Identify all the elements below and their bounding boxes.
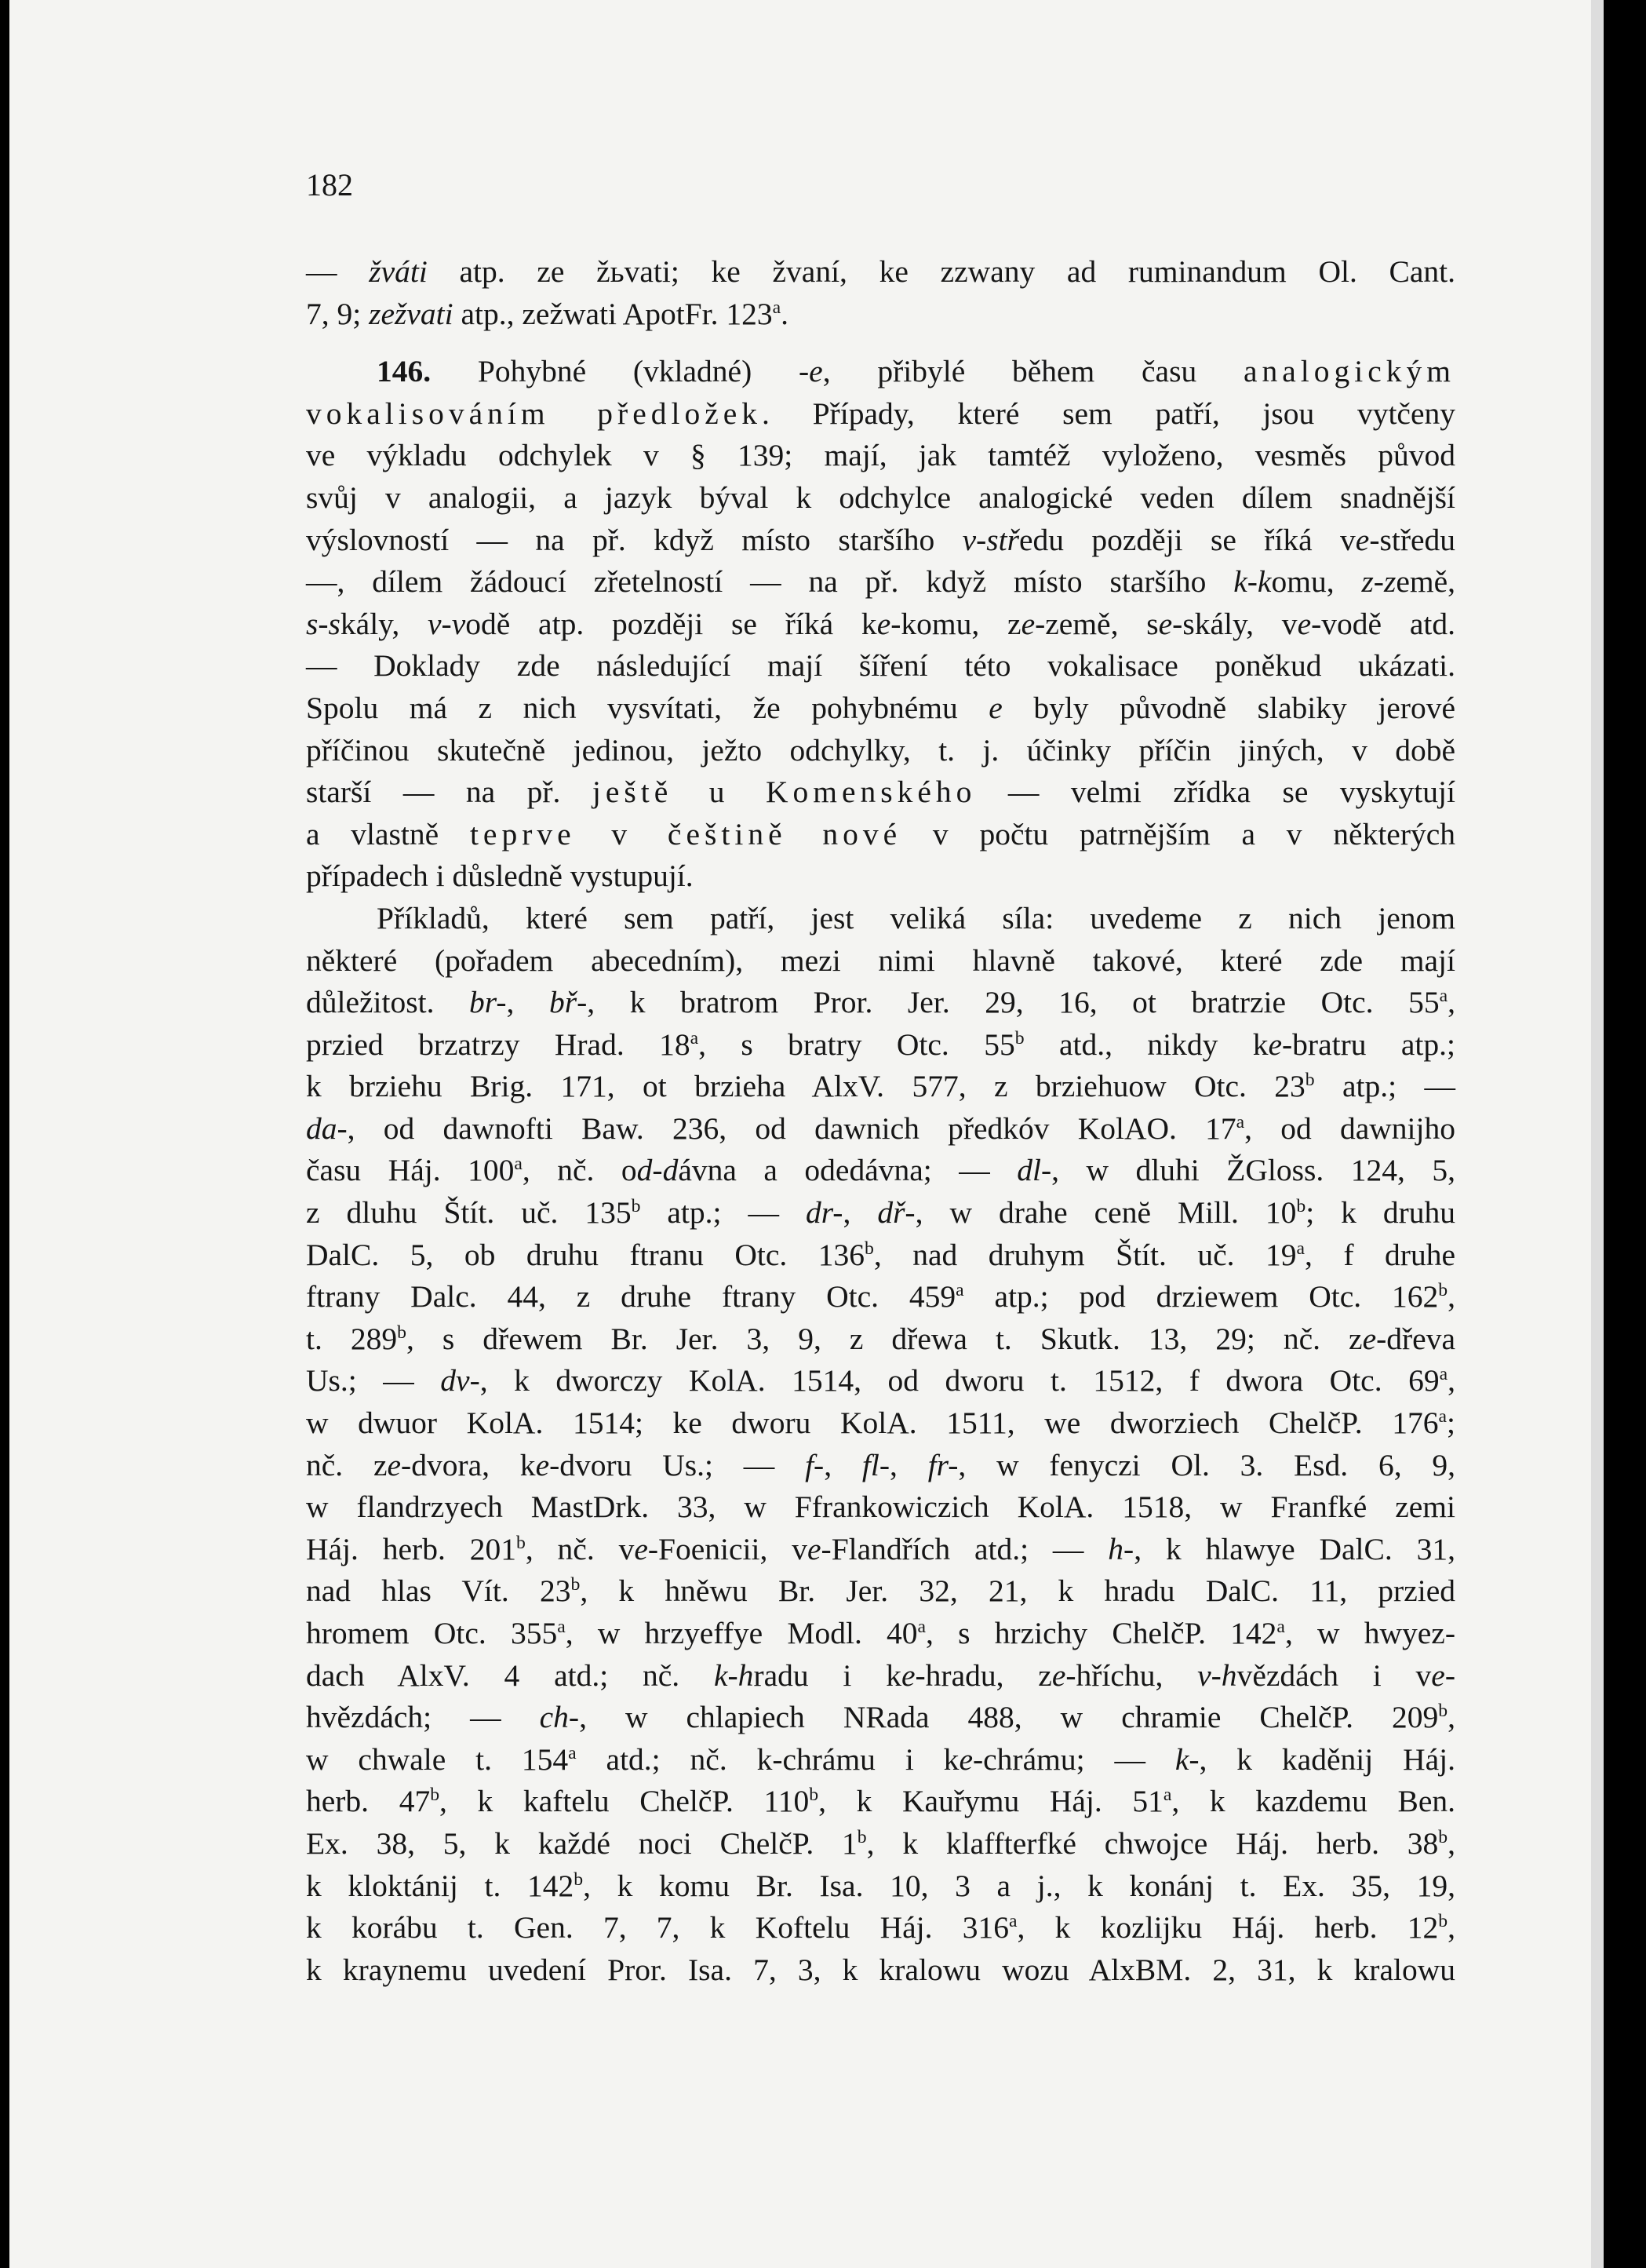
text-line: důležitost. br-, bř-, k bratrom Pror. Jer. 29, 16, ot bratrzie Otc. 55$^a$, bbox=[306, 985, 1455, 1020]
text-line: Us.; — dv-, k dworczy KolA. 1514, od dworu t. 1512, f dwora Otc. 69$^a$, bbox=[306, 1363, 1455, 1398]
paragraph-gap bbox=[306, 335, 1455, 351]
text-line: herb. 47$^b$, k kaftelu ChelčP. 110$^b$, k Kauřymu Háj. 51$^a$, k kazdemu Ben. bbox=[306, 1784, 1455, 1819]
text-line: — Doklady zde následující mají šíření této vokalisace poněkud ukázati. bbox=[306, 648, 1455, 684]
page-number: 182 bbox=[306, 167, 353, 202]
text-line: ftrany Dalc. 44, z druhe ftrany Otc. 459$^a$ atp.; pod drziewem Otc. 162$^b$, bbox=[306, 1279, 1455, 1314]
text-line: a vlastně teprve v češtině nové v počtu patrnějším a v některých bbox=[306, 816, 1456, 851]
text-line: 7, 9; zežvati atp., zežwati ApotFr. 123$^a$. bbox=[306, 296, 789, 331]
page-body bbox=[306, 251, 1455, 1991]
text-line: případech i důsledně vystupují. bbox=[306, 859, 694, 894]
text-line: w chwale t. 154$^a$ atd.; nč. k-chrámu i ke-chrámu; — k-, k kaděnij Háj. bbox=[306, 1741, 1455, 1777]
text-line: w flandrzyech MastDrk. 33, w Ffrankowiczich KolA. 1518, w Franfké zemi bbox=[306, 1490, 1455, 1525]
text-line: nad hlas Vít. 23$^b$, k hněwu Br. Jer. 32, 21, k hradu DalC. 11, przied bbox=[306, 1573, 1456, 1609]
text-line: hromem Otc. 355$^a$, w hrzyeffye Modl. 40$^a$, s hrzichy ChelčP. 142$^a$, w hwyez- bbox=[306, 1616, 1455, 1650]
text-line: vokalisováním předložek. Případy, které sem patří, jsou vytčeny bbox=[306, 396, 1455, 431]
text-line: s-skály, v-vodě atp. později se říká ke-komu, ze-země, se-skály, ve-vodě atd. bbox=[306, 606, 1455, 641]
text-line: k korábu t. Gen. 7, 7, k Koftelu Háj. 316$^a$, k kozlijku Háj. herb. 12$^b$, bbox=[306, 1910, 1455, 1945]
text-line: przied brzatrzy Hrad. 18$^a$, s bratry Otc. 55$^b$ atd., nikdy ke-bratru atp.; bbox=[306, 1026, 1456, 1062]
text-line: Ex. 38, 5, k každé noci ChelčP. 1$^b$, k klaffterfké chwojce Háj. herb. 38$^b$, bbox=[306, 1825, 1455, 1861]
text-line: w dwuor KolA. 1514; ke dworu KolA. 1511, we dworziech ChelčP. 176$^a$; bbox=[306, 1406, 1455, 1441]
text-line: Spolu má z nich vysvítati, že pohybnému e byly původně slabiky jerové bbox=[306, 690, 1455, 725]
text-line: DalC. 5, ob druhu ftranu Otc. 136$^b$, nad druhym Štít. uč. 19$^a$, f druhe bbox=[306, 1237, 1455, 1272]
text-line: k kraynemu uvedení Pror. Isa. 7, 3, k kralowu wozu AlxBM. 2, 31, k kralowu bbox=[306, 1952, 1455, 1987]
text-line: starší — na př. ještě u Komenského — velmi zřídka se vyskytují bbox=[306, 775, 1455, 810]
text-line: da-, od dawnofti Baw. 236, od dawnich předkóv KolAO. 17$^a$, od dawnijho bbox=[306, 1110, 1455, 1146]
text-line: — žváti atp. ze žьvati; ke žvaní, ke zzwany ad ruminandum Ol. Cant. bbox=[306, 254, 1455, 289]
text-line: —, dílem žádoucí zřetelností — na př. když místo staršího k-komu, z-země, bbox=[306, 564, 1456, 600]
text-line: některé (pořadem abecedním), mezi nimi hlavně takové, které zde mají bbox=[306, 943, 1455, 978]
text-line: příčinou skutečně jedinou, ježto odchylky, t. j. účinky příčin jiných, v době bbox=[306, 732, 1455, 768]
text-line: nč. ze-dvora, ke-dvoru Us.; — f-, fl-, fr-, w fenyczi Ol. 3. Esd. 6, 9, bbox=[306, 1447, 1456, 1482]
text-line: Příkladů, které sem patří, jest veliká síla: uvedeme z nich jenom bbox=[377, 900, 1455, 935]
text-line: z dluhu Štít. uč. 135$^b$ atp.; — dr-, dř-, w drahe cenĕ Mill. 10$^b$; k druhu bbox=[306, 1195, 1456, 1231]
text-line: ve výkladu odchylek v § 139; mají, jak tamtéž vyloženo, vesměs původ bbox=[306, 438, 1455, 473]
text-line: dach AlxV. 4 atd.; nč. k-hradu i ke-hradu, ze-hříchu, v-hvězdách i ve- bbox=[306, 1657, 1455, 1693]
text-line: 146. Pohybné (vkladné) -e, přibylé během času analogickým bbox=[377, 354, 1456, 389]
text-line: k kloktánij t. 142$^b$, k komu Br. Isa. 10, 3 a j., k konánj t. Ex. 35, 19, bbox=[306, 1868, 1455, 1903]
text-line: času Háj. 100$^a$, nč. od-dávna a odedávna; — dl-, w dluhi ŽGloss. 124, 5, bbox=[306, 1153, 1455, 1188]
page-edge bbox=[1591, 0, 1604, 2268]
text-line: Háj. herb. 201$^b$, nč. ve-Foenicii, ve-Flandřích atd.; — h-, k hlawye DalC. 31, bbox=[306, 1531, 1455, 1566]
text-line: výslovností — na př. když místo staršího v-středu později se říká ve-středu bbox=[306, 522, 1455, 557]
text-line: hvězdách; — ch-, w chlapiech NRada 488, w chramie ChelčP. 209$^b$, bbox=[306, 1700, 1455, 1735]
text-line: k brziehu Brig. 171, ot brzieha AlxV. 577, z brziehuow Otc. 23$^b$ atp.; — bbox=[306, 1069, 1456, 1104]
text-line: svůj v analogii, a jazyk býval k odchylce analogické veden dílem snadnější bbox=[306, 479, 1455, 515]
text-line: t. 289$^b$, s dřewem Br. Jer. 3, 9, z dřewa t. Skutk. 13, 29; nč. ze-dřeva bbox=[306, 1321, 1455, 1356]
